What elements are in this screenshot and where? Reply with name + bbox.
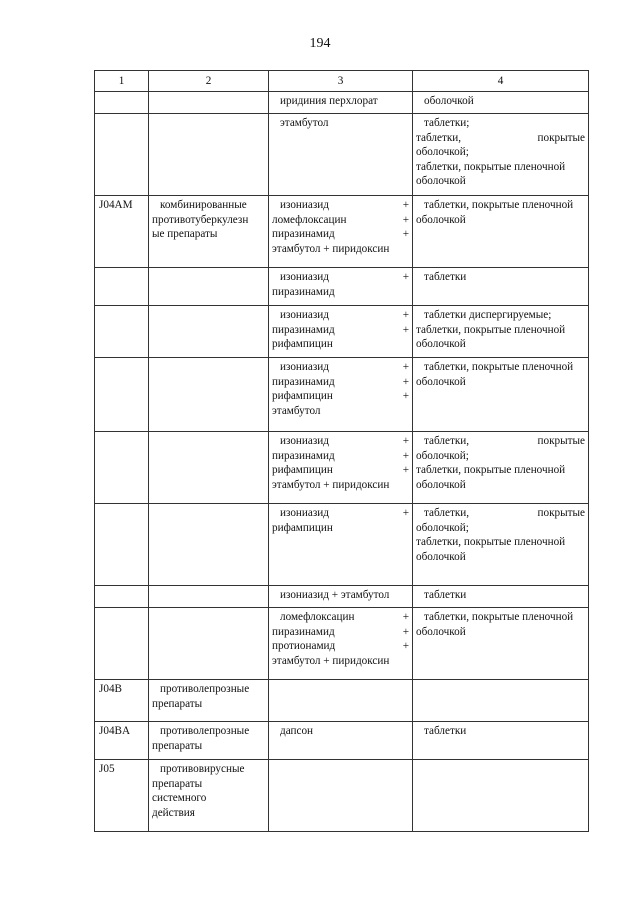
group-name-line: препараты <box>152 739 203 752</box>
atc-code: J04BA <box>99 725 131 737</box>
table-row <box>95 680 589 722</box>
table-row <box>95 432 589 504</box>
line-text: изониазид <box>280 309 329 321</box>
group-name-line: препараты <box>152 697 203 710</box>
line-text: ломефлоксацин <box>272 213 347 226</box>
drug-name-line <box>272 463 409 478</box>
group-name-line: комбинированные <box>160 199 247 211</box>
drug-table <box>94 70 589 832</box>
drug-name-line <box>272 227 409 242</box>
drug-name-cell <box>269 586 413 608</box>
group-name-line: противовирусные <box>160 763 245 775</box>
drug-name-line <box>272 434 409 449</box>
group-name-line: препараты <box>152 777 203 790</box>
line-end-text: + <box>402 611 409 623</box>
group-name-cell <box>149 358 269 432</box>
line-end-text: + <box>402 199 409 211</box>
group-name-cell <box>149 608 269 680</box>
atc-code-cell <box>95 760 149 832</box>
drug-name-line <box>272 270 409 285</box>
line-text: оболочкой; <box>416 146 469 159</box>
table-row <box>95 504 589 586</box>
line-text: пиразинамид <box>272 625 335 638</box>
atc-code-cell <box>95 268 149 306</box>
line-text: оболочкой <box>416 625 466 638</box>
dosage-form-line <box>416 337 585 352</box>
group-name-cell <box>149 722 269 760</box>
group-name-cell <box>149 306 269 358</box>
line-end-text: + <box>402 640 409 653</box>
drug-name-cell <box>269 92 413 114</box>
drug-name-cell <box>269 268 413 306</box>
drug-name-line <box>272 506 409 521</box>
line-text: пиразинамид <box>272 228 335 241</box>
line-text: рифампицин <box>272 521 333 534</box>
line-text: таблетки <box>424 589 467 601</box>
drug-name-line <box>272 337 409 352</box>
group-name-line: противолепрозные <box>160 683 250 695</box>
atc-code: J04B <box>99 683 123 695</box>
atc-code-cell <box>95 680 149 722</box>
atc-code <box>98 95 99 107</box>
line-text: оболочкой; <box>416 521 469 534</box>
group-name-cell <box>149 268 269 306</box>
dosage-form-line <box>416 375 585 390</box>
drug-name-line <box>272 285 409 300</box>
line-end-text: + <box>402 449 409 462</box>
atc-code-cell <box>95 722 149 760</box>
line-end-text: + <box>402 213 409 226</box>
atc-code-cell <box>95 432 149 504</box>
dosage-form-line <box>416 160 585 175</box>
group-name-cell <box>149 114 269 196</box>
line-text: таблетки <box>424 725 467 737</box>
drug-name-line <box>272 308 409 323</box>
line-text: протионамид <box>272 640 336 653</box>
atc-code: J04AM <box>99 199 133 211</box>
line-text: рифампицин <box>272 390 333 403</box>
header-cell: 4 <box>413 71 589 92</box>
line-text: оболочкой <box>416 175 466 188</box>
drug-name-line <box>272 478 409 493</box>
atc-code <box>98 435 99 447</box>
line-text: оболочкой <box>416 478 466 491</box>
drug-name-cell <box>269 196 413 268</box>
dosage-form-line <box>416 625 585 640</box>
dosage-form-cell <box>413 268 589 306</box>
line-end-text: + <box>402 375 409 388</box>
group-name-cell <box>149 432 269 504</box>
table-row <box>95 196 589 268</box>
atc-code-cell <box>95 358 149 432</box>
table-row <box>95 358 589 432</box>
drug-name-line <box>272 242 409 257</box>
line-end-text: + <box>402 271 409 283</box>
drug-name-line <box>272 654 409 669</box>
table-row <box>95 722 589 760</box>
atc-code <box>98 361 99 373</box>
line-text: таблетки, покрытые пленочной <box>416 160 566 173</box>
line-text: оболочкой <box>416 550 466 563</box>
line-text: этамбутол + пиридоксин <box>272 654 390 667</box>
line-text: этамбутол + пиридоксин <box>272 478 390 491</box>
line-text: таблетки, <box>424 507 470 519</box>
line-end-text: покрытые <box>537 507 585 519</box>
dosage-form-line <box>416 521 585 536</box>
line-end-text: покрытые <box>537 435 585 447</box>
dosage-form-cell <box>413 306 589 358</box>
drug-name-line <box>272 625 409 640</box>
table-row <box>95 268 589 306</box>
dosage-form-line <box>416 131 585 146</box>
line-text: изониазид <box>280 361 329 373</box>
group-name-cell <box>149 92 269 114</box>
drug-name-line <box>272 323 409 338</box>
group-name-cell <box>149 586 269 608</box>
group-name-cell <box>149 680 269 722</box>
line-text: рифампицин <box>272 338 333 351</box>
table-row <box>95 92 589 114</box>
drug-name-cell <box>269 358 413 432</box>
header-cell: 1 <box>95 71 149 92</box>
dosage-form-cell <box>413 114 589 196</box>
line-text: пиразинамид <box>272 323 335 336</box>
dosage-form-cell <box>413 358 589 432</box>
table-row <box>95 586 589 608</box>
line-text: этамбутол + пиридоксин <box>272 242 390 255</box>
line-text: таблетки, покрытые пленочной <box>424 361 574 373</box>
drug-name-cell <box>269 114 413 196</box>
atc-code <box>98 117 99 129</box>
line-end-text: + <box>402 625 409 638</box>
dosage-form-line <box>416 506 585 521</box>
atc-code <box>98 271 99 283</box>
line-end-text: + <box>402 323 409 336</box>
line-text: оболочкой <box>416 375 466 388</box>
drug-name-line <box>272 116 409 131</box>
header-cell: 3 <box>269 71 413 92</box>
drug-name-line <box>272 449 409 464</box>
line-text: оболочкой <box>424 95 474 107</box>
page-number: 194 <box>309 36 331 51</box>
drug-name-line <box>272 521 409 536</box>
line-text: иридиния перхлорат <box>280 95 378 107</box>
drug-name-cell <box>269 504 413 586</box>
dosage-form-line <box>416 360 585 375</box>
line-text: изониазид <box>280 507 329 519</box>
atc-code-cell <box>95 608 149 680</box>
atc-code <box>98 507 99 519</box>
dosage-form-line <box>416 478 585 493</box>
line-end-text: + <box>402 228 409 241</box>
line-end-text: + <box>402 435 409 447</box>
group-name-cell <box>149 760 269 832</box>
line-text: оболочкой <box>416 338 466 351</box>
drug-name-cell <box>269 760 413 832</box>
atc-code-cell <box>95 306 149 358</box>
group-name-line: системного <box>152 792 207 805</box>
atc-code-cell <box>95 504 149 586</box>
drug-name-cell <box>269 432 413 504</box>
dosage-form-line <box>416 724 585 739</box>
drug-name-line <box>272 360 409 375</box>
table-row <box>95 306 589 358</box>
line-text: изониазид <box>280 435 329 447</box>
group-name-line: ые препараты <box>152 228 218 241</box>
dosage-form-line <box>416 198 585 213</box>
drug-name-line <box>272 94 409 109</box>
line-text: этамбутол <box>280 117 329 129</box>
line-text: таблетки, покрытые пленочной <box>416 323 566 336</box>
line-end-text: + <box>402 464 409 477</box>
table-row <box>95 608 589 680</box>
dosage-form-cell <box>413 722 589 760</box>
dosage-form-line <box>416 94 585 109</box>
dosage-form-line <box>416 535 585 550</box>
header-cell: 2 <box>149 71 269 92</box>
drug-name-line <box>272 213 409 228</box>
dosage-form-line <box>416 434 585 449</box>
drug-name-line <box>272 389 409 404</box>
drug-name-line <box>272 375 409 390</box>
line-text: оболочкой; <box>416 449 469 462</box>
dosage-form-cell <box>413 586 589 608</box>
atc-code <box>98 611 99 623</box>
line-text: изониазид <box>280 199 329 211</box>
dosage-form-line <box>416 588 585 603</box>
atc-code: J05 <box>99 763 115 775</box>
line-text: оболочкой <box>416 213 466 226</box>
atc-code-cell <box>95 586 149 608</box>
table-row <box>95 760 589 832</box>
drug-name-cell <box>269 680 413 722</box>
dosage-form-cell <box>413 608 589 680</box>
line-end-text: + <box>402 361 409 373</box>
line-text: таблетки, <box>424 435 470 447</box>
table-header-row <box>95 71 589 92</box>
line-text: таблетки, покрытые пленочной <box>416 536 566 549</box>
drug-name-line <box>272 610 409 625</box>
dosage-form-line <box>416 174 585 189</box>
line-end-text: + <box>402 390 409 403</box>
line-text: ломефлоксацин <box>280 611 355 623</box>
dosage-form-cell <box>413 432 589 504</box>
dosage-form-line <box>416 308 585 323</box>
atc-code-cell <box>95 196 149 268</box>
drug-name-line <box>272 724 409 739</box>
line-text: таблетки; <box>424 117 470 129</box>
dosage-form-line <box>416 610 585 625</box>
group-name-line: противолепрозные <box>160 725 250 737</box>
dosage-form-line <box>416 323 585 338</box>
drug-name-line <box>272 639 409 654</box>
drug-name-line <box>272 404 409 419</box>
drug-name-cell <box>269 722 413 760</box>
dosage-form-line <box>416 449 585 464</box>
dosage-form-line <box>416 270 585 285</box>
line-text: таблетки диспергируемые; <box>424 309 552 321</box>
line-end-text: + <box>402 309 409 321</box>
line-text: изониазид <box>280 271 329 283</box>
group-name-cell <box>149 504 269 586</box>
atc-code-cell <box>95 92 149 114</box>
group-name-cell <box>149 196 269 268</box>
dosage-form-cell <box>413 196 589 268</box>
dosage-form-line <box>416 550 585 565</box>
line-text: таблетки, покрытые пленочной <box>416 464 566 477</box>
line-end-text: покрытые <box>537 131 585 144</box>
line-text: рифампицин <box>272 464 333 477</box>
atc-code <box>98 589 99 601</box>
dosage-form-cell <box>413 760 589 832</box>
line-text: таблетки <box>424 271 467 283</box>
atc-code-cell <box>95 114 149 196</box>
group-name-line: действия <box>152 806 195 819</box>
line-text: пиразинамид <box>272 285 335 298</box>
line-text: таблетки, <box>416 131 462 144</box>
dosage-form-cell <box>413 680 589 722</box>
line-text: этамбутол <box>272 404 321 417</box>
dosage-form-line <box>416 213 585 228</box>
line-text: таблетки, покрытые пленочной <box>424 611 574 623</box>
line-text: дапсон <box>280 725 314 737</box>
drug-name-line <box>272 588 409 603</box>
atc-code <box>98 309 99 321</box>
line-text: пиразинамид <box>272 449 335 462</box>
dosage-form-cell <box>413 504 589 586</box>
drug-name-cell <box>269 608 413 680</box>
dosage-form-line <box>416 463 585 478</box>
line-end-text: + <box>402 507 409 519</box>
line-text: изониазид + этамбутол <box>280 589 390 601</box>
group-name-line: противотуберкулезн <box>152 213 249 226</box>
line-text: пиразинамид <box>272 375 335 388</box>
drug-name-cell <box>269 306 413 358</box>
drug-name-line <box>272 198 409 213</box>
table-row <box>95 114 589 196</box>
line-text: таблетки, покрытые пленочной <box>424 199 574 211</box>
dosage-form-line <box>416 116 585 131</box>
dosage-form-cell <box>413 92 589 114</box>
dosage-form-line <box>416 145 585 160</box>
